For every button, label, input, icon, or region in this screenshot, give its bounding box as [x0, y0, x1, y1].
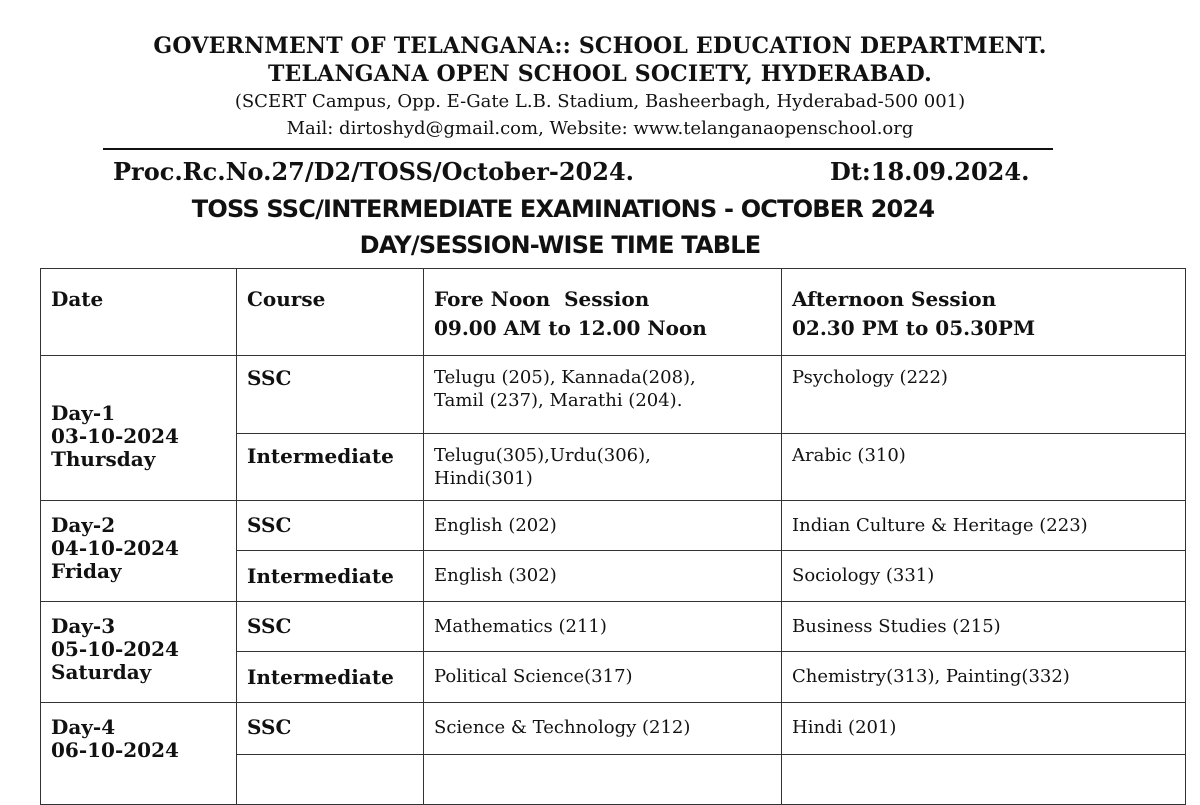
table-row — [41, 356, 1186, 434]
subject-line: Tamil (237), Marathi (204). — [434, 390, 683, 411]
afternoon-title: Afternoon Session — [792, 287, 997, 311]
afternoon-subject: Hindi (201) — [782, 703, 1186, 755]
day-weekday: Thursday — [51, 446, 156, 471]
timetable — [40, 268, 1186, 805]
forenoon-subject: Mathematics (211) — [424, 602, 782, 652]
afternoon-subject: Chemistry(313), Painting(332) — [782, 652, 1186, 703]
day-weekday: Saturday — [51, 660, 152, 684]
forenoon-subject — [424, 356, 782, 434]
department-heading: GOVERNMENT OF TELANGANA:: SCHOOL EDUCATION DEPARTMENT. — [153, 33, 1047, 59]
society-heading: TELANGANA OPEN SCHOOL SOCIETY, HYDERABAD. — [267, 61, 933, 87]
day-date: 03-10-2024 — [51, 423, 179, 448]
day-cell — [41, 602, 237, 703]
day-label: Day-4 — [51, 715, 116, 739]
day-label: Day-1 — [51, 400, 116, 425]
forenoon-subject: Science & Technology (212) — [424, 703, 782, 755]
course-cell: SSC — [237, 703, 424, 755]
table-header-row — [41, 269, 1186, 356]
subject-line: Telugu (205), Kannada(208), — [434, 367, 696, 388]
col-header-afternoon — [782, 269, 1186, 356]
day-date: 04-10-2024 — [51, 536, 179, 560]
day-weekday: Friday — [51, 559, 122, 583]
table-row — [41, 703, 1186, 755]
subject-line: Hindi(301) — [434, 468, 533, 489]
subject-line: Telugu(305),Urdu(306), — [434, 445, 651, 466]
course-cell: Intermediate — [237, 652, 424, 703]
course-cell: SSC — [237, 501, 424, 551]
afternoon-subject: Sociology (331) — [782, 551, 1186, 602]
afternoon-time: 02.30 PM to 05.30PM — [792, 316, 1036, 340]
forenoon-subject — [424, 434, 782, 501]
afternoon-subject — [782, 755, 1186, 805]
table-row — [41, 602, 1186, 652]
contact-line: Mail: dirtoshyd@gmail.com, Website: www.telanganaopenschool.org — [286, 118, 914, 139]
day-label: Day-3 — [51, 614, 116, 638]
forenoon-time: 09.00 AM to 12.00 Noon — [434, 316, 707, 340]
forenoon-subject: Political Science(317) — [424, 652, 782, 703]
forenoon-title: Fore Noon Session — [434, 287, 650, 311]
course-cell: Intermediate — [237, 551, 424, 602]
day-cell — [41, 703, 237, 805]
course-cell: Intermediate — [237, 434, 424, 501]
col-header-date: Date — [41, 269, 237, 356]
day-cell — [41, 356, 237, 501]
header-divider — [103, 148, 1053, 150]
course-cell: SSC — [237, 602, 424, 652]
afternoon-subject: Arabic (310) — [782, 434, 1186, 501]
proceeding-number: Proc.Rc.No.27/D2/TOSS/October-2024. — [113, 157, 634, 186]
address-line: (SCERT Campus, Opp. E-Gate L.B. Stadium, Basheerbagh, Hyderabad-500 001) — [234, 91, 966, 112]
col-header-forenoon — [424, 269, 782, 356]
course-cell — [237, 755, 424, 805]
course-cell: SSC — [237, 356, 424, 434]
day-date: 05-10-2024 — [51, 637, 179, 661]
afternoon-subject: Business Studies (215) — [782, 602, 1186, 652]
day-label: Day-2 — [51, 513, 116, 537]
proceeding-date: Dt:18.09.2024. — [830, 157, 1030, 186]
day-date: 06-10-2024 — [51, 738, 179, 762]
day-cell — [41, 501, 237, 602]
table-row — [41, 501, 1186, 551]
forenoon-subject: English (202) — [424, 501, 782, 551]
afternoon-subject: Indian Culture & Heritage (223) — [782, 501, 1186, 551]
exam-title: TOSS SSC/INTERMEDIATE EXAMINATIONS - OCTOBER 2024 — [191, 195, 935, 223]
forenoon-subject: English (302) — [424, 551, 782, 602]
timetable-title: DAY/SESSION-WISE TIME TABLE — [359, 231, 761, 259]
forenoon-subject — [424, 755, 782, 805]
col-header-course: Course — [237, 269, 424, 356]
afternoon-subject: Psychology (222) — [782, 356, 1186, 434]
